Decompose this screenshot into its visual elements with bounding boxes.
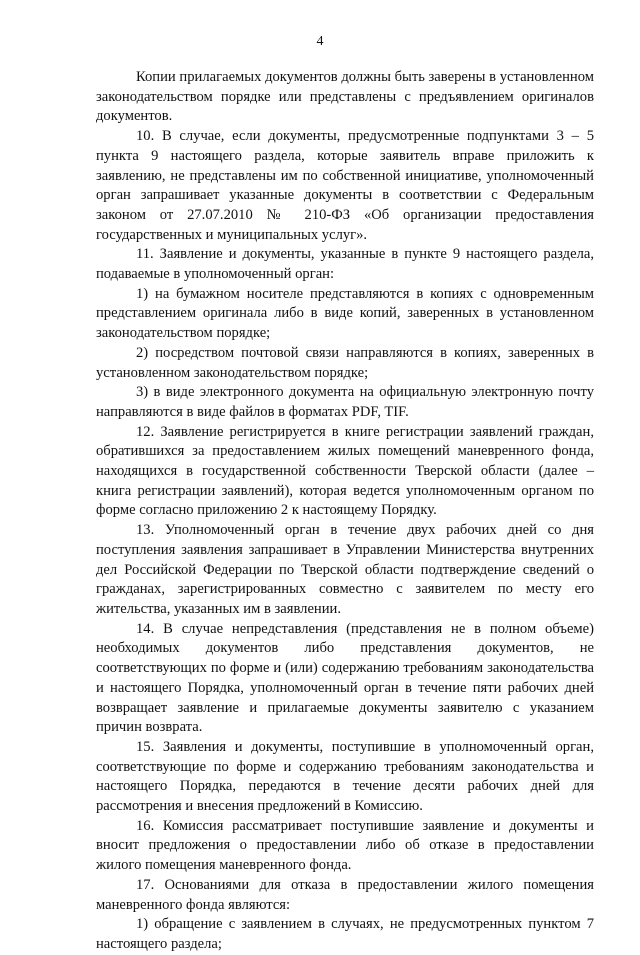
- paragraph-17: 17. Основаниями для отказа в предоставлении жилого помещения маневренного фонда являются:: [96, 876, 594, 913]
- page-number: 4: [316, 34, 324, 49]
- paragraph-12: 12. Заявление регистрируется в книге регистрации заявлений граждан, обратившихся за предоставлением жилых помещений маневренного фонда, находящихся в государственной собственности Тверской области (далее – книга регистрации заявлений), которая ведется уполномоченным органом по форме согласно приложению 2 к настоящему Порядку.: [96, 423, 594, 519]
- paragraph-16: 16. Комиссия рассматривает поступившие заявление и документы и вносит предложения о предоставлении либо об отказе в предоставлении жилого помещения маневренного фонда.: [96, 817, 594, 874]
- paragraph-copies: Копии прилагаемых документов должны быть заверены в установленном законодательством порядке или представлены с предъявлением оригиналов документов.: [96, 69, 594, 125]
- paragraph-11: 11. Заявление и документы, указанные в пункте 9 настоящего раздела, подаваемые в уполномоченный орган:: [96, 246, 594, 283]
- paragraph-11-item-2: 2) посредством почтовой связи направляются в копиях, заверенных в установленном законодательством порядке;: [96, 344, 594, 381]
- paragraph-11-item-1: 1) на бумажном носителе представляются в копиях с одновременным представлением оригинала либо в виде копий, заверенных в установленном законодательством порядке;: [96, 285, 594, 342]
- paragraph-15: 15. Заявления и документы, поступившие в уполномоченный орган, соответствующие по форме и содержанию требованиям законодательства и настоящего Порядка, передаются в течение десяти рабочих дней для рассмотрения и внесения предложений в Комиссию.: [96, 738, 594, 815]
- paragraph-10: 10. В случае, если документы, предусмотренные подпунктами 3 – 5 пункта 9 настоящего раздела, которые заявитель вправе приложить к заявлению, не представлены им по собственной инициативе, уполномоченный орган запрашивает указанные документы в соответствии с Федеральным законом от 27.07.2010 № 210-ФЗ «Об организации предоставления государственных и муниципальных услуг».: [96, 128, 594, 243]
- paragraph-11-item-3: 3) в виде электронного документа на официальную электронную почту направляются в виде файлов в форматах PDF, TIF.: [96, 384, 594, 420]
- paragraph-13: 13. Уполномоченный орган в течение двух рабочих дней со дня поступления заявления запрашивает в Управлении Министерства внутренних дел Российской Федерации по Тверской области подтверждение сведений о гражданах, зарегистрированных совместно с заявителем по месту его жительства, указанных им в заявлении.: [96, 522, 594, 617]
- document-body: [96, 68, 594, 955]
- paragraph-14: 14. В случае непредставления (представления не в полном объеме) необходимых документов либо представления документов, не соответствующих по форме и (или) содержанию требованиям законодательства и настоящего Порядка, уполномоченный орган в течение пяти рабочих дней возвращает заявление и прилагаемые документы заявителю с указанием причин возврата.: [96, 620, 594, 736]
- paragraph-17-item-1: 1) обращение с заявлением в случаях, не предусмотренных пунктом 7 настоящего раздела;: [96, 916, 594, 952]
